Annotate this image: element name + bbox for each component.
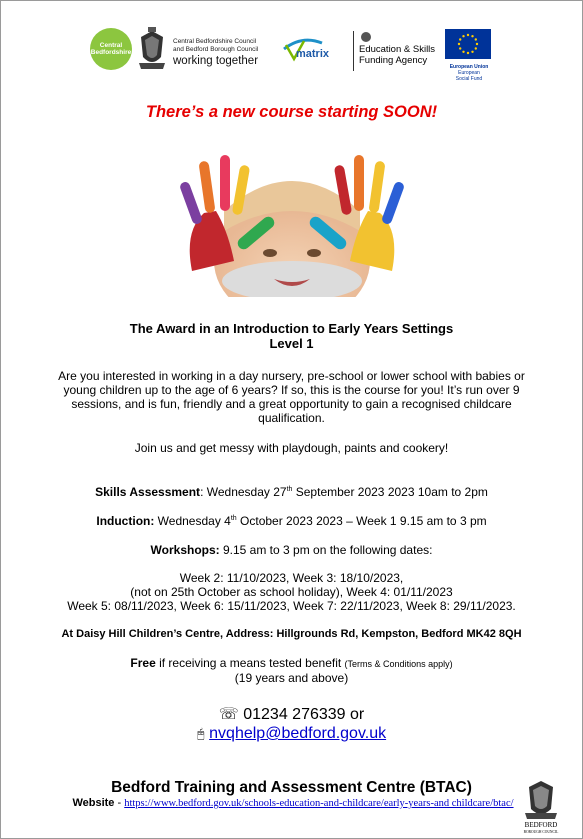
terms-conditions-note: (Terms & Conditions apply) xyxy=(344,659,453,669)
eu-star-icon xyxy=(475,47,477,49)
eu-star-icon xyxy=(462,35,464,37)
course-title xyxy=(41,321,542,351)
matrix-logo xyxy=(282,35,346,65)
eu-star-icon xyxy=(462,51,464,53)
contact-block xyxy=(41,705,542,743)
induction-date-pre: Wednesday 4 xyxy=(154,514,231,528)
course-title-line-1: The Award in an Introduction to Early Years Settings xyxy=(129,321,454,336)
cost-info xyxy=(41,656,542,685)
eu-line-3: Social Fund xyxy=(455,76,483,82)
workshop-dates xyxy=(41,571,542,613)
skills-date-sup: th xyxy=(286,486,293,493)
eu-star-icon xyxy=(475,38,477,40)
induction-date-sup: th xyxy=(230,515,237,522)
website-label: Website xyxy=(72,797,115,809)
skills-assessment-label: Skills Assessment xyxy=(95,485,201,499)
bedford-borough-crest-logo xyxy=(521,779,561,835)
royal-crest-icon xyxy=(359,31,373,43)
bedford-logo-subtext: BOROUGH COUNCIL xyxy=(523,830,559,834)
council-line-2: and Bedford Borough Council xyxy=(173,46,259,53)
skills-date-pre: : Wednesday 27 xyxy=(200,485,287,499)
eu-logo-text xyxy=(445,64,493,82)
website-separator: - xyxy=(114,797,125,809)
eu-star-icon xyxy=(467,52,469,54)
website-link[interactable]: https://www.bedford.gov.uk/schools-education-and-childcare/early-years-and childcare/btac/ xyxy=(124,798,514,809)
headline-tagline: There’s a new course starting SOON! xyxy=(145,103,438,121)
email-link[interactable]: nvqhelp@bedford.gov.uk xyxy=(209,725,387,742)
free-text: if receiving a means tested benefit xyxy=(155,656,345,670)
child-painted-hands-photo xyxy=(164,141,420,297)
eu-star-icon xyxy=(471,35,473,37)
venue-address: At Daisy Hill Children’s Centre, Address: Hillgrounds Rd, Kempston, Bedford MK42 8QH xyxy=(61,628,522,640)
council-line-1: Central Bedfordshire Council xyxy=(173,38,257,45)
phone-icon: ☏ xyxy=(218,706,239,723)
mouse-icon: 🖰 xyxy=(196,726,205,741)
induction-line xyxy=(41,514,542,528)
esfa-line-2: Funding Agency xyxy=(359,55,428,66)
esfa-logo xyxy=(353,31,435,71)
eu-star-icon xyxy=(458,43,460,45)
workshop-dates-line-3: Week 5: 08/11/2023, Week 6: 15/11/2023, Week 7: 22/11/2023, Week 8: 29/11/2023. xyxy=(67,599,516,613)
esfa-line-1: Education & Skills xyxy=(359,44,436,55)
bedford-logo-text: BEDFORD xyxy=(524,821,558,829)
join-us-text: Join us and get messy with playdough, paints and cookery! xyxy=(134,441,449,455)
course-intro: Are you interested in working in a day nursery, pre-school or lower school with babies or young children up to the age of 6 years? If so, this is the course for you! It’s run over 9 sessions, and is fun, friendly and a great opportunity to gain a recognised childcare qualification. xyxy=(58,369,525,425)
skills-assessment-line xyxy=(41,485,542,499)
eu-star-icon xyxy=(471,51,473,53)
eu-line-2: European xyxy=(458,70,480,76)
council-tagline: working together xyxy=(173,55,259,67)
course-level: Level 1 xyxy=(269,336,314,351)
workshops-text: 9.15 am to 3 pm on the following dates: xyxy=(219,543,433,557)
induction-date-post: October 2023 2023 – Week 1 9.15 am to 3 pm xyxy=(236,514,487,528)
eu-star-icon xyxy=(467,34,469,36)
workshop-dates-line-1: Week 2: 11/10/2023, Week 3: 18/10/2023, xyxy=(179,571,404,585)
eu-logo xyxy=(445,29,493,82)
eu-star-icon xyxy=(459,38,461,40)
logo-strip xyxy=(1,25,582,82)
council-logo xyxy=(173,38,258,68)
workshops-label: Workshops: xyxy=(150,543,220,557)
induction-label: Induction: xyxy=(96,514,155,528)
eu-star-icon xyxy=(476,43,478,45)
age-requirement: (19 years and above) xyxy=(234,671,349,685)
central-beds-logo-text-2: Bedfordshire xyxy=(90,49,132,56)
central-bedfordshire-logo xyxy=(90,28,132,70)
workshops-line xyxy=(41,543,542,557)
eu-star-icon xyxy=(459,47,461,49)
council-crest-icon xyxy=(137,27,167,71)
eu-line-1: European Union xyxy=(449,64,489,70)
website-line xyxy=(63,797,523,810)
eu-flag-icon xyxy=(445,29,491,59)
phone-number: 01234 276339 or xyxy=(243,706,365,723)
btac-heading: Bedford Training and Assessment Centre (BTAC) xyxy=(111,779,472,796)
free-label: Free xyxy=(130,656,156,670)
matrix-logo-text: matrix xyxy=(296,48,330,60)
central-beds-logo-text: Central xyxy=(99,42,123,49)
workshop-dates-line-2: (not on 25th October as school holiday), Week 4: 01/11/2023 xyxy=(130,585,453,599)
skills-date-post: September 2023 2023 10am to 2pm xyxy=(292,485,488,499)
